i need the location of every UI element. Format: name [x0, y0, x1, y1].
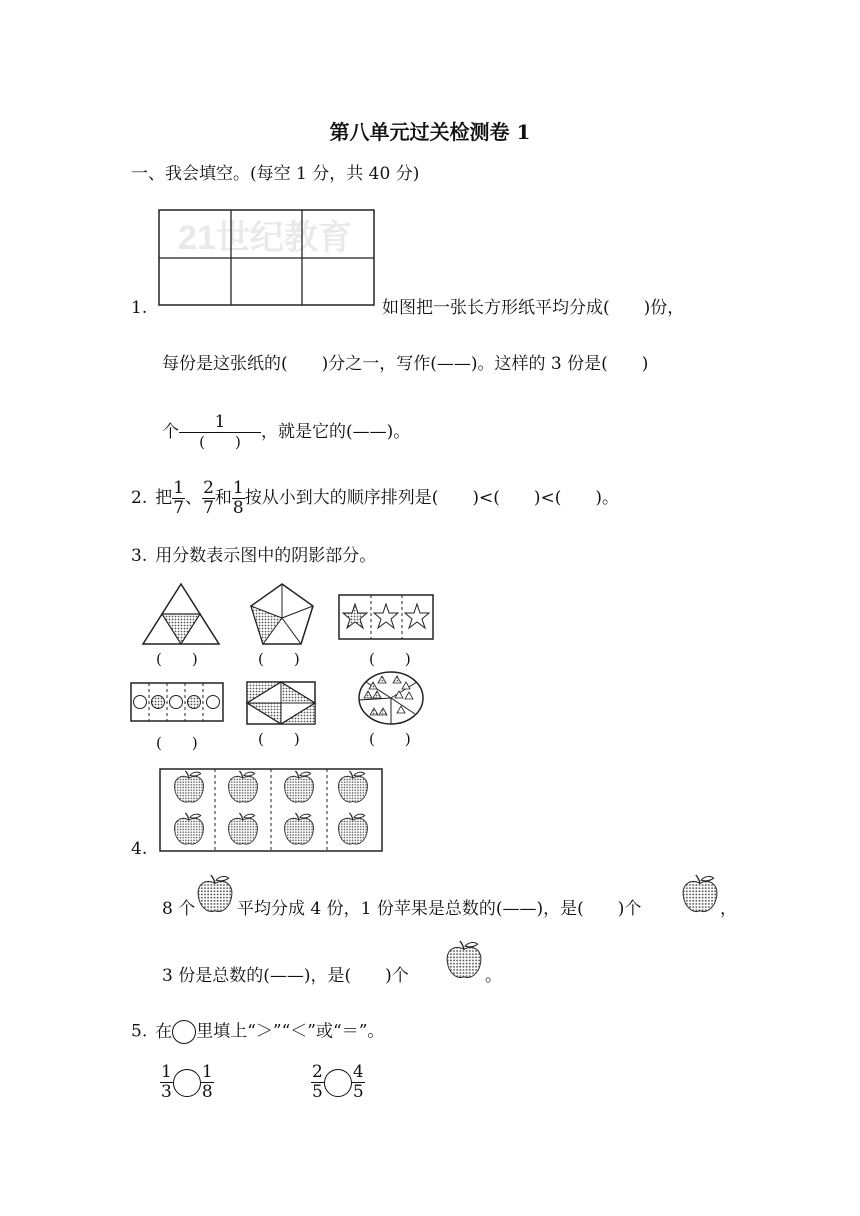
q1-line2: 每份是这张纸的( )分之一，写作(——)。这样的 3 份是( )	[162, 354, 649, 374]
q2-sep1: 、	[185, 488, 203, 508]
fraction-numerator: 1	[179, 413, 261, 433]
q3-blank-6: ( )	[369, 730, 411, 748]
section-heading: 一、我会填空。(每空 1 分，共 40 分)	[131, 164, 420, 184]
compare-circle-input[interactable]	[173, 1069, 201, 1097]
circle-blank-icon	[172, 1020, 196, 1044]
fraction	[160, 1063, 173, 1102]
q2-line	[131, 476, 619, 520]
q4-line1-b: 平均分成 4 份，1 份苹果是总数的(——)，是( )个	[237, 899, 642, 919]
fraction-denominator: 7	[173, 498, 185, 518]
q4-line1-c: ，	[720, 899, 737, 919]
stars-figure	[338, 594, 434, 640]
q5-compare-2	[311, 1063, 365, 1102]
fraction-numerator: 1	[232, 478, 244, 498]
q4-number: 4.	[131, 839, 148, 859]
circle-shaded-icon	[188, 696, 201, 709]
fraction	[201, 1063, 214, 1102]
circle-blank-icon	[207, 696, 220, 709]
fraction-numerator: 4	[352, 1062, 364, 1082]
q4-line1-a: 8 个	[162, 899, 196, 919]
fraction-denominator: 5	[352, 1082, 364, 1102]
apple-icon	[443, 940, 485, 982]
fraction-denominator-blank: ( )	[199, 433, 241, 451]
q5-number: 5.	[131, 1021, 148, 1042]
fraction-numerator: 2	[203, 478, 214, 498]
fraction-numerator: 2	[312, 1062, 323, 1082]
fraction-denominator: 8	[201, 1082, 213, 1102]
q2-post: 按从小到大的顺序排列是( )<( )<( )。	[244, 488, 620, 508]
circle-blank-icon	[170, 696, 183, 709]
q3-number: 3.	[131, 546, 148, 566]
q1-fraction	[179, 413, 261, 452]
apples-figure	[159, 768, 383, 852]
fraction-numerator: 1	[161, 1062, 172, 1082]
q3-blank-3: ( )	[369, 650, 411, 668]
q2-fraction-2	[202, 479, 215, 518]
q1-number: 1.	[131, 298, 148, 318]
apple-icon	[194, 874, 236, 916]
q5-compare-1	[160, 1063, 214, 1102]
q4-line2-a: 3 份是总数的(——)，是( )个	[162, 966, 409, 986]
circle-shaded-icon	[152, 696, 165, 709]
q3-blank-4: ( )	[156, 734, 198, 752]
q1-line1: 如图把一张长方形纸平均分成( )份，	[382, 298, 685, 318]
fraction	[311, 1063, 324, 1102]
rectangle-paper-grid	[158, 209, 376, 307]
triangle-figure	[141, 582, 221, 646]
q3-blank-2: ( )	[258, 650, 300, 668]
fraction-denominator: 5	[312, 1082, 323, 1102]
pentagon-figure	[249, 582, 315, 646]
fraction-denominator: 3	[161, 1082, 172, 1102]
fraction-numerator: 1	[201, 1062, 213, 1082]
compare-circle-input[interactable]	[324, 1069, 352, 1097]
q3-text: 用分数表示图中的阴影部分。	[155, 546, 377, 566]
q1-line3-pre: 个	[162, 422, 179, 442]
q1-line3	[162, 410, 410, 454]
fraction	[352, 1063, 365, 1102]
q2-number: 2.	[131, 488, 148, 508]
circle-blank-icon	[134, 696, 147, 709]
q5-pre: 在	[155, 1021, 173, 1042]
q3-line	[131, 545, 376, 567]
svg-text:21世纪教育: 21世纪教育	[178, 219, 352, 257]
q5-line	[131, 1020, 384, 1044]
fraction-denominator: 8	[232, 498, 244, 518]
q3-blank-5: ( )	[258, 730, 300, 748]
oval-triangles-figure	[357, 670, 425, 726]
q5-post: 里填上“＞”“＜”或“＝”。	[196, 1021, 385, 1042]
fraction-numerator: 1	[173, 478, 185, 498]
q2-fraction-1	[172, 479, 185, 518]
fraction-denominator: 7	[203, 498, 214, 518]
rectangle-rhombus-figure	[246, 681, 316, 725]
q2-fraction-3	[232, 479, 245, 518]
page-title: 第八单元过关检测卷 1	[329, 120, 531, 144]
q2-sep2: 和	[214, 488, 232, 508]
q1-line3-post: ，就是它的(——)。	[261, 422, 411, 442]
q3-blank-1: ( )	[156, 650, 198, 668]
q2-pre: 把	[155, 488, 173, 508]
apple-icon	[679, 874, 721, 916]
q4-line2-b: 。	[485, 966, 502, 986]
circles-figure	[130, 682, 224, 722]
